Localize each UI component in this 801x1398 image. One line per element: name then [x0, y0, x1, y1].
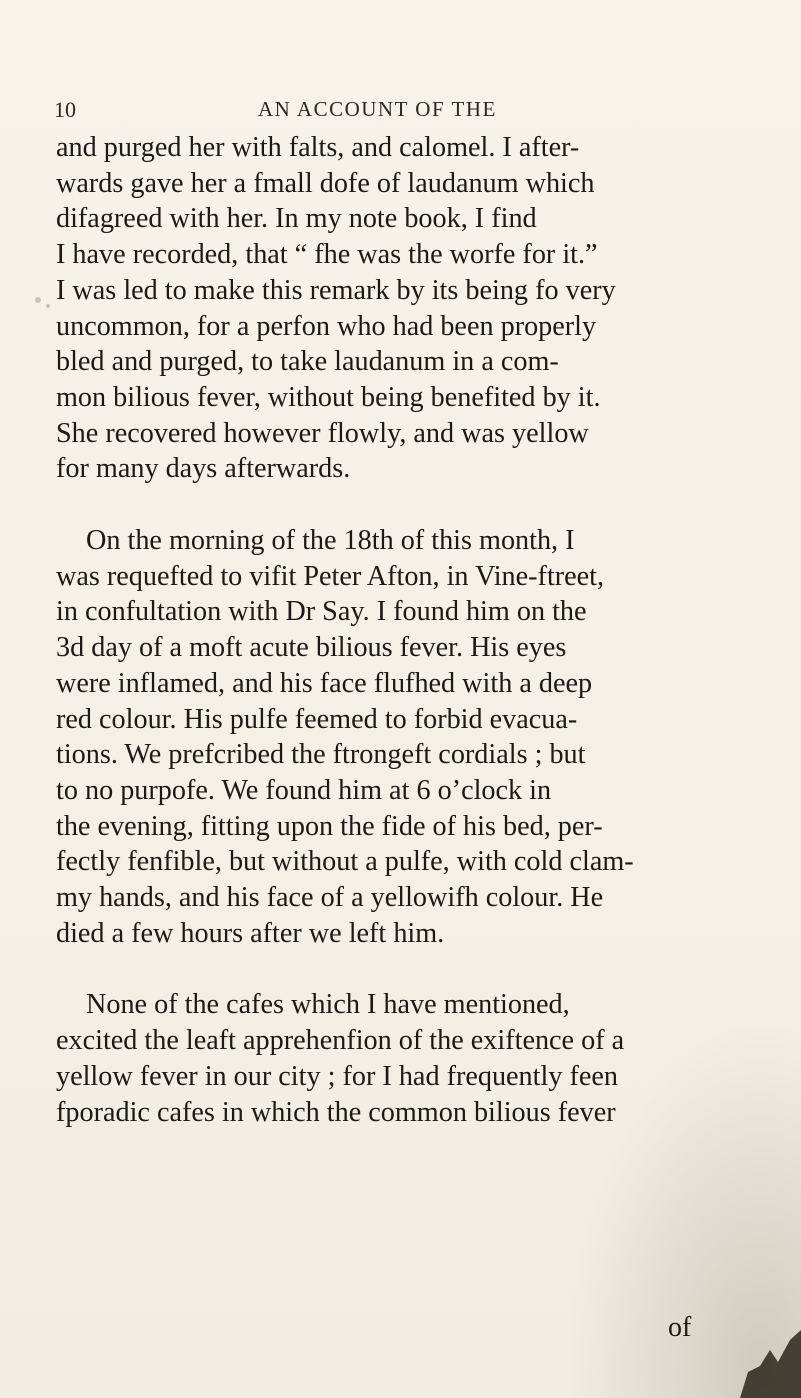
text-line: mon bilious fever, without being benefited by it. [56, 381, 601, 413]
text-line: wards gave her a fmall dofe of laudanum which [56, 167, 595, 199]
text-line: None of the cafes which I have mentioned, [86, 989, 570, 1021]
text-line: I have recorded, that “ fhe was the worfe for it.” [56, 239, 598, 271]
text-line: difagreed with her. In my note book, I find [56, 203, 537, 235]
body-text [56, 130, 756, 1130]
running-head [48, 95, 748, 125]
text-line: and purged her with falts, and calomel. I after- [56, 132, 580, 163]
page-number: 10 [54, 97, 76, 122]
text-line: in confultation with Dr Say. I found him on the [56, 596, 587, 628]
text-line: fectly fenfible, but without a pulfe, with cold clam- [56, 846, 634, 878]
text-line: for many days afterwards. [56, 453, 351, 485]
text-line: red colour. His pulfe feemed to forbid evacua- [56, 703, 578, 735]
text-line: my hands, and his face of a yellowifh colour. He [56, 882, 604, 914]
text-line: uncommon, for a perfon who had been properly [56, 310, 597, 342]
text-line: On the morning of the 18th of this month, I [86, 525, 575, 557]
text-line: to no purpofe. We found him at 6 o’clock in [56, 774, 552, 806]
catchword: of [668, 1312, 692, 1343]
paragraph-3 [56, 987, 756, 1130]
text-line: was requefted to vifit Peter Afton, in Vine-ftreet, [56, 560, 605, 592]
paragraph-1 [56, 130, 756, 487]
paragraph-2 [56, 523, 756, 951]
text-line: tions. We prefcribed the ftrongeft cordials ; but [56, 739, 586, 771]
text-line: I was led to make this remark by its being fo very [56, 274, 616, 306]
text-line: excited the leaft apprehenfion of the exiftence of a [56, 1025, 625, 1057]
text-line: bled and purged, to take laudanum in a com- [56, 346, 559, 378]
text-line: the evening, fitting upon the fide of his bed, per- [56, 810, 603, 842]
text-line: were inflamed, and his face flufhed with a deep [56, 667, 593, 699]
text-line: She recovered however flowly, and was yellow [56, 417, 589, 449]
text-line: fporadic cafes in which the common bilious fever [56, 1096, 616, 1128]
text-line: yellow fever in our city ; for I had frequently feen [56, 1060, 618, 1092]
text-line: 3d day of a moft acute bilious fever. His eyes [56, 632, 567, 664]
text-line: died a few hours after we left him. [56, 917, 445, 949]
running-head-title: AN ACCOUNT OF THE [258, 97, 497, 121]
